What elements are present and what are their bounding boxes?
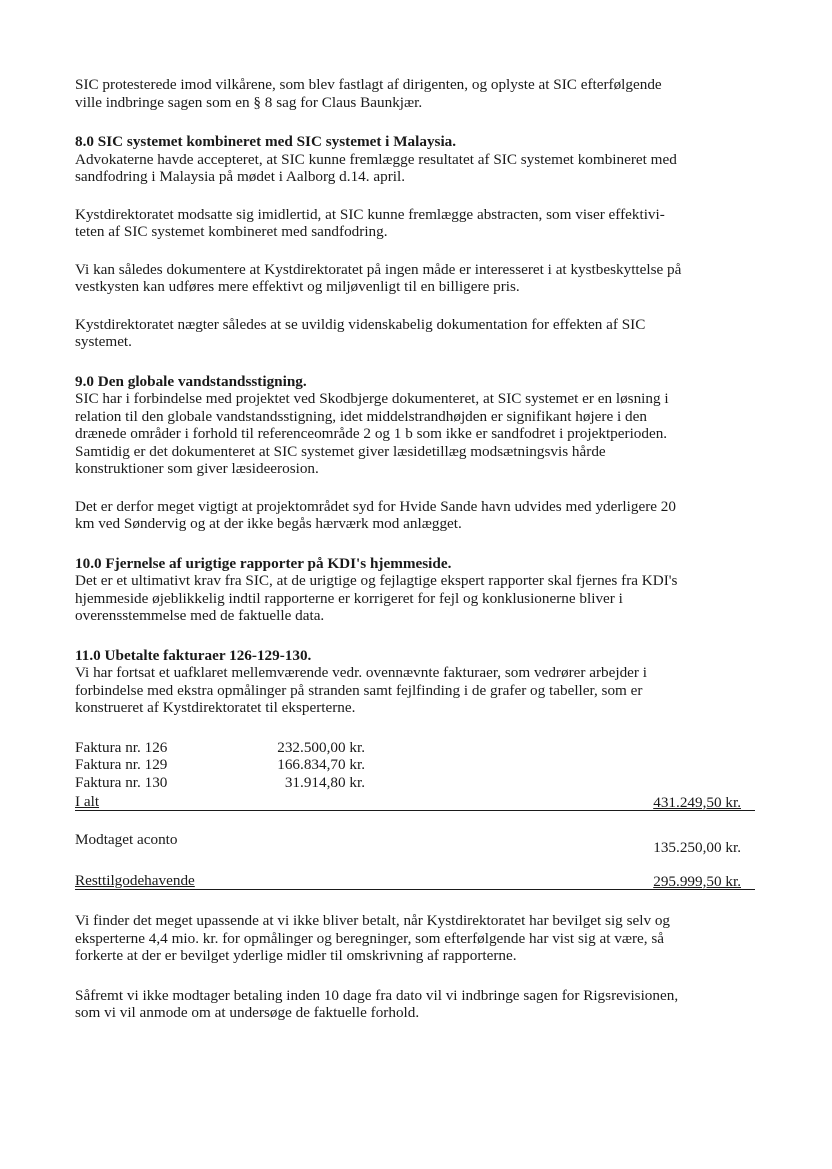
section-10-paragraph-1: Det er et ultimativt krav fra SIC, at de urigtige og fejlagtige ekspert rapporter skal fjernes fra KDI's hjemmeside øjeblikkelig indtil rapporterne er korrigeret for fejl og konklusionerne bliver i overensstemmelse med de faktuelle data. — [75, 572, 678, 624]
total-row — [75, 791, 755, 811]
invoice-amount: 232.500,00 kr. — [277, 738, 365, 756]
section-8-paragraph-2: Kystdirektoratet modsatte sig imidlertid, at SIC kunne fremlægge abstracten, som viser effektivi- teten af SIC systemet kombineret med sandfodring. — [75, 205, 665, 240]
received-label: Modtaget aconto — [75, 831, 178, 848]
section-8-title: 8.0 SIC systemet kombineret med SIC systemet i Malaysia. — [75, 133, 457, 150]
invoice-row — [75, 739, 755, 757]
section-10-title: 10.0 Fjernelse af urigtige rapporter på KDI's hjemmeside. — [75, 554, 452, 572]
document-body — [75, 76, 755, 1044]
invoice-table — [75, 739, 755, 891]
section-10 — [75, 555, 755, 625]
section-9-paragraph-1: SIC har i forbindelse med projektet ved Skodbjerge dokumenteret, at SIC systemet er en løsning i relation til den globale vandstandsstigning, idet middelstrandhøjden er signifikant højere i den drænede områder i forhold til referenceområde 2 og 1 b som ikke er sandfodret i projektperioden. Samtidig er det dokumenteret at SIC systemet giver læsidetillæg modsætningsvis hårde konstruktioner som giver læsideerosion. — [75, 390, 669, 477]
section-9-paragraph-2: Det er derfor meget vigtigt at projektområdet syd for Hvide Sande havn udvides med yderligere 20 km ved Søndervig og at der ikke begås hærværk mod anlægget. — [75, 497, 676, 532]
invoice-label: Faktura nr. 126 — [75, 738, 168, 756]
section-9 — [75, 373, 755, 533]
closing-paragraph-2: Såfremt vi ikke modtager betaling inden 10 dage fra dato vil vi indbringe sagen for Rigsrevisionen, som vi vil anmode om at undersøge de faktuelle forhold. — [75, 986, 679, 1021]
section-8 — [75, 133, 755, 351]
total-label: I alt — [75, 792, 100, 810]
remaining-row — [75, 870, 755, 890]
section-11-paragraph-1: Vi har fortsat et uafklaret mellemværende vedr. ovennævnte fakturaer, som vedrører arbejder i forbindelse med ekstra opmålinger på stranden samt fejlfinding i de grafer og tabeller, som er konstrueret af Kystdirektoratet til eksperterne. — [75, 664, 647, 716]
closing-paragraph-1: Vi finder det meget upassende at vi ikke bliver betalt, når Kystdirektoratet har bevilget sig selv og eksperterne 4,4 mio. kr. for opmålinger og beregninger, som efterfølgende har vist sig at være, så forkerte at der er bevilget yderlige midler til omskrivning af rapporterne. — [75, 912, 671, 964]
remaining-label: Resttilgodehavende — [75, 871, 195, 889]
received-amount: 135.250,00 kr. — [653, 839, 741, 856]
invoice-list — [75, 739, 755, 792]
total-amount: 431.249,50 kr. — [653, 793, 741, 811]
intro-paragraph: SIC protesterede imod vilkårene, som blev fastlagt af dirigenten, og oplyste at SIC efterfølgende ville indbringe sagen som en § 8 sag for Claus Baunkjær. — [75, 76, 662, 111]
invoice-amount: 166.834,70 kr. — [277, 756, 365, 773]
invoice-label: Faktura nr. 129 — [75, 756, 168, 773]
section-9-title: 9.0 Den globale vandstandsstigning. — [75, 372, 307, 390]
invoice-amount: 31.914,80 kr. — [284, 773, 365, 791]
section-8-paragraph-3: Vi kan således dokumentere at Kystdirektoratet på ingen måde er interesseret i at kystbeskyttelse på vestkysten kan udføres mere effektivt og miljøvenligt til en billigere pris. — [75, 260, 682, 295]
section-8-paragraph-1: Advokaterne havde accepteret, at SIC kunne fremlægge resultatet af SIC systemet kombineret med sandfodring i Malaysia på mødet i Aalborg d.14. april. — [75, 150, 677, 185]
invoice-label: Faktura nr. 130 — [75, 773, 168, 791]
invoice-row — [75, 774, 755, 792]
remaining-amount: 295.999,50 kr. — [653, 872, 741, 890]
section-11 — [75, 647, 755, 717]
section-8-paragraph-4: Kystdirektoratet nægter således at se uvildig videnskabelig dokumentation for effekten af SIC systemet. — [75, 315, 646, 350]
received-row — [75, 831, 755, 856]
section-11-title: 11.0 Ubetalte fakturaer 126-129-130. — [75, 646, 312, 664]
invoice-row — [75, 756, 755, 774]
